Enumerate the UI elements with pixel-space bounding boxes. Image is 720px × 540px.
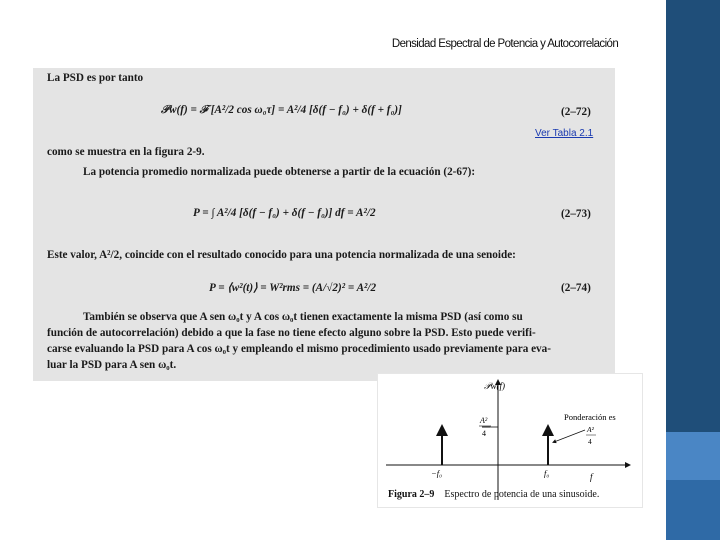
paragraph-line-4: luar la PSD para A sen ω₀t. [47, 359, 177, 371]
textbook-excerpt [33, 68, 615, 381]
x-axis-label: f [590, 472, 593, 482]
power-line: La potencia promedio normalizada puede obtenerse a partir de la ecuación (2-67): [83, 166, 476, 178]
caption-text: Espectro de potencia de una sinusoide. [444, 489, 600, 500]
side-bar-bottom [666, 480, 720, 540]
caption-figure-number: Figura 2–9 [388, 489, 435, 500]
amplitude-denominator: 4 [482, 429, 486, 438]
table-2-1-link[interactable]: Ver Tabla 2.1 [535, 128, 594, 139]
weight-numerator: A² [587, 425, 594, 434]
figure-reference-line: como se muestra en la figura 2-9. [47, 146, 205, 158]
weight-label: Ponderación es [564, 412, 616, 422]
pos-f0-label: f₀ [544, 468, 550, 478]
power-spectrum-plot [378, 374, 642, 507]
paragraph-line-2: función de autocorrelación) debido a que la fase no tiene efecto alguno sobre la PSD. Esto puede verifi- [47, 327, 536, 339]
equation-number-2-74: (2–74) [561, 282, 591, 294]
weight-pointer [554, 430, 585, 442]
weight-denominator: 4 [588, 437, 592, 446]
equation-2-73: P = ∫ A²/4 [δ(f − f₀) + δ(f − f₀)] df = A²/2 [193, 207, 376, 219]
intro-line: La PSD es por tanto [47, 72, 144, 84]
neg-f0-label: −f₀ [431, 468, 443, 478]
paragraph-line-3: carse evaluando la PSD para A cos ω₀t y empleando el mismo procedimiento usado previamente para eva- [47, 343, 551, 355]
slide-title: Densidad Espectral de Potencia y Autocorrelación [391, 38, 619, 50]
equation-2-72: 𝒫w(f) = ℱ [A²/2 cos ω₀τ] = A²/4 [δ(f − f₀) + δ(f + f₀)] [161, 104, 402, 116]
value-line: Este valor, A²/2, coincide con el resultado conocido para una potencia normalizada de una senoide: [47, 249, 516, 261]
equation-2-74: P = ⟨w²(t)⟩ = W²rms = (A/√2)² = A²/2 [209, 282, 377, 294]
figure-2-9 [377, 373, 643, 508]
side-bar-accent [666, 432, 720, 480]
figure-caption [388, 489, 599, 500]
equation-number-2-73: (2–73) [561, 208, 591, 220]
equation-number-2-72: (2–72) [561, 106, 591, 118]
amplitude-numerator: A² [480, 416, 488, 425]
y-axis-label: 𝒫w(f) [484, 381, 505, 391]
paragraph-line-1: También se observa que A sen ω₀t y A cos ω₀t tienen exactamente la misma PSD (así como su [83, 311, 523, 323]
